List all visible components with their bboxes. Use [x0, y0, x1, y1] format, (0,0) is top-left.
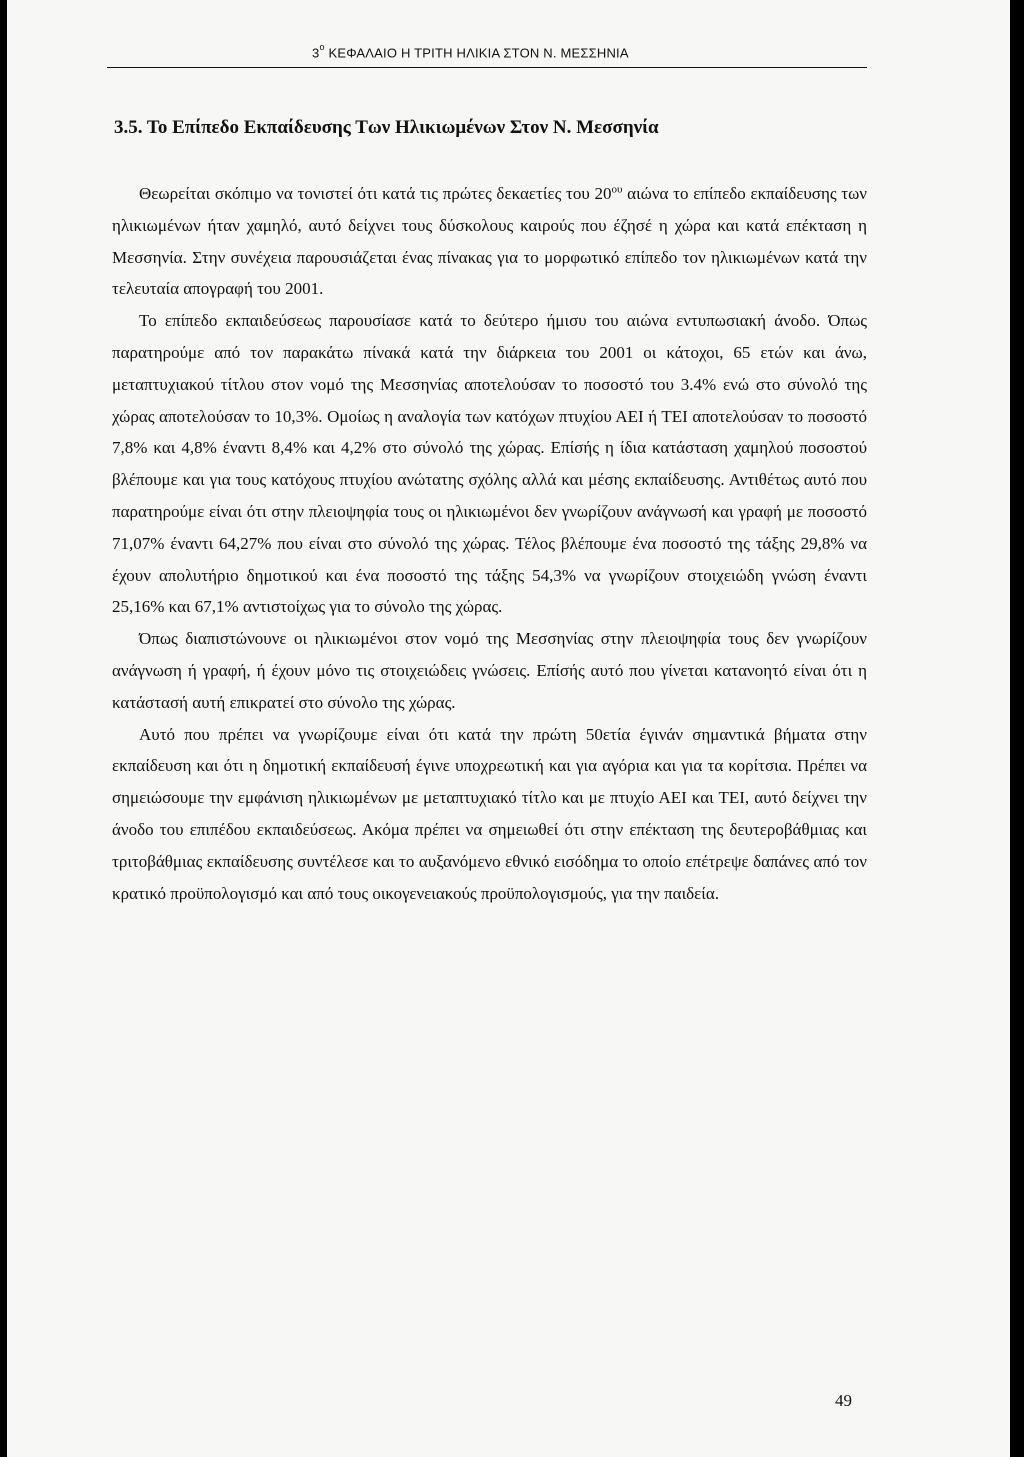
chapter-title: ΚΕΦΑΛΑΙΟ Η ΤΡΙΤΗ ΗΛΙΚΙΑ ΣΤΟΝ Ν. ΜΕΣΣΗΝΙΑ — [324, 45, 629, 61]
paragraph-4: Αυτό που πρέπει να γνωρίζουμε είναι ότι κατά την πρώτη 50ετία έγινάν σημαντικά βήματα στην εκπαίδευση και ότι η δημοτική εκπαίδευσή έγινε υποχρεωτική και για αγόρια και για τα κορίτσια. Πρέπει να σημειώσουμε την εμφάνιση ηλικιωμένων με μεταπτυχιακό τίτλο και με πτυχίο ΑΕΙ και ΤΕΙ, αυτό δείχνει την άνοδο του επιπέδου εκπαιδεύσεως. Ακόμα πρέπει να σημειωθεί ότι στην επέκταση της δευτεροβάθμιας και τριτοβάθμιας εκπαίδευσης συντέλεσε και το αυξανόμενο εθνικό εισόδημα το οποίο επέτρεψε δαπάνες από τον κρατικό προϋπολογισμό και από τους οικογενειακούς προϋπολογισμούς, για την παιδεία. — [112, 724, 867, 903]
paragraph-1-superscript: ου — [611, 183, 623, 196]
document-page — [7, 0, 1010, 1457]
paragraph-1-part-b: αιώνα το επίπεδο εκπαίδευσης των ηλικιωμένων ήταν χαμηλό, αυτό δείχνει τους δύσκολους καιρούς που έζησέ η χώρα και κατά επέκταση η Μεσσηνία. Στην συνέχεια παρουσιάζεται ένας πίνακας για το μορφωτικό επίπεδο τον ηλικιωμένων κατά την τελευταία απογραφή του 2001. — [112, 184, 867, 299]
running-header — [312, 44, 629, 60]
page-number: 49 — [835, 1391, 852, 1410]
section-title: 3.5. Το Επίπεδο Εκπαίδευσης Των Ηλικιωμένων Στον Ν. Μεσσηνία — [114, 117, 659, 138]
paragraph-3: Όπως διαπιστώνουνε οι ηλικιωμένοι στον νομό της Μεσσηνίας στην πλειοψηφία τους δεν γνωρίζουν ανάγνωση ή γραφή, ή έχουν μόνο τις στοιχειώδεις γνώσεις. Επίσής αυτό που γίνεται κατανοητό είναι ότι η κατάστασή αυτή επικρατεί στο σύνολο της χώρας. — [112, 629, 867, 712]
paragraph-1-part-a: Θεωρείται σκόπιμο να τονιστεί ότι κατά τις πρώτες δεκαετίες του 20 — [139, 184, 612, 203]
paragraph-2: Το επίπεδο εκπαιδεύσεως παρουσίασε κατά το δεύτερο ήμισυ του αιώνα εντυπωσιακή άνοδο. Όπως παρατηρούμε από τον παρακάτω πίνακά κατά την διάρκεια του 2001 οι κάτοχοι, 65 ετών και άνω, μεταπτυχιακού τίτλου στον νομό της Μεσσηνίας αποτελούσαν το ποσοστό του 3.4% ενώ στο σύνολό της χώρας αποτελούσαν το 10,3%. Ομοίως η αναλογία των κατόχων πτυχίου ΑΕΙ ή ΤΕΙ αποτελούσαν το ποσοστό 7,8% και 4,8% έναντι 8,4% και 4,2% στο σύνολό της χώρας. Επίσής η ίδια κατάσταση χαμηλού ποσοστού βλέπουμε και για τους κατόχους πτυχίου ανώτατης σχόλης αλλά και μέσης εκπαίδευσης. Αντιθέτως αυτό που παρατηρούμε είναι ότι στην πλειοψηφία τους οι ηλικιωμένοι δεν γνωρίζουν ανάγνωσή και γραφή με ποσοστό 71,07% έναντι 64,27% που είναι στο σύνολό της χώρας. Τέλος βλέπουμε ένα ποσοστό της τάξης 29,8% να έχουν απολυτήριο δημοτικού και ένα ποσοστό της τάξης 54,3% να γνωρίζουν στοιχειώδη γνώση έναντι 25,16% και 67,1% αντιστοίχως για το σύνολο της χώρας. — [112, 311, 867, 617]
paragraph-1 — [112, 178, 867, 305]
header-rule — [107, 67, 867, 68]
body-text — [112, 178, 867, 909]
chapter-number: 3 — [312, 45, 320, 61]
chapter-ordinal: ο — [319, 42, 325, 52]
